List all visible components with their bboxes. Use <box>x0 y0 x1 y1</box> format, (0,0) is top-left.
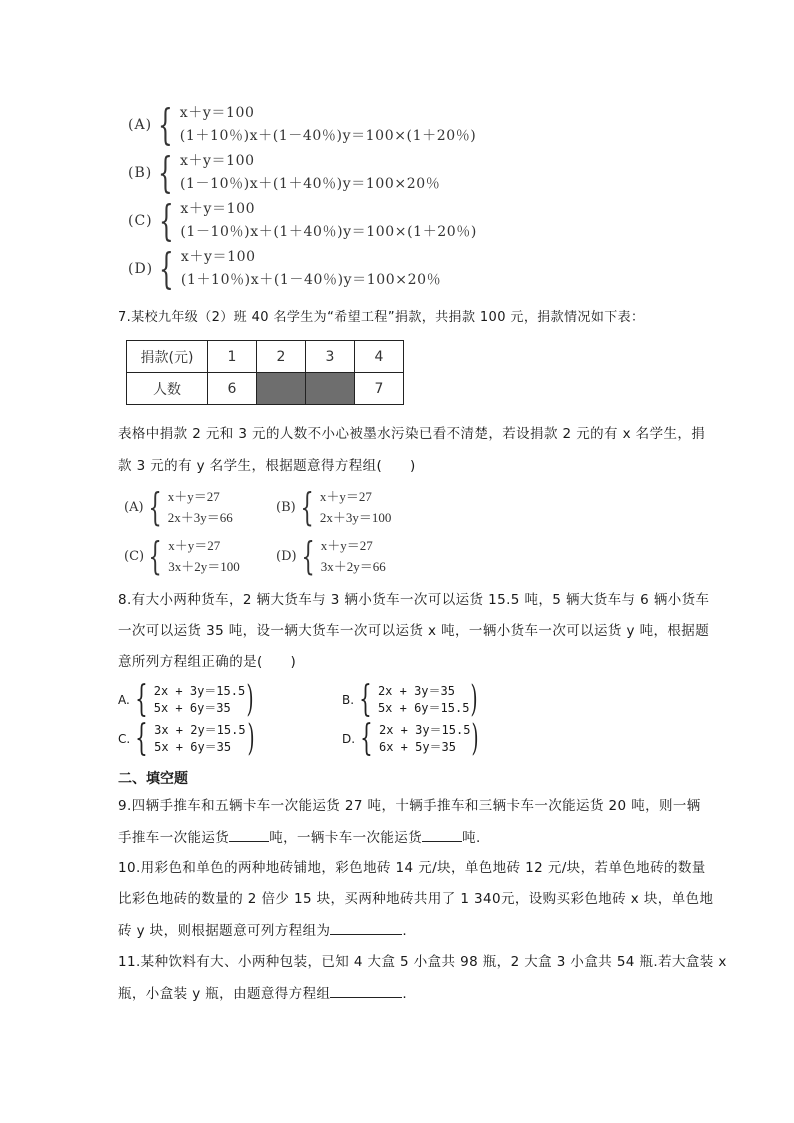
equation-system <box>154 683 245 717</box>
answer-blank[interactable] <box>422 827 462 842</box>
q10-text-a: 砖 y 块，则根据题意可列方程组为 <box>118 923 331 939</box>
q6-option-c[interactable] <box>128 198 477 244</box>
q6-option-a[interactable] <box>128 102 476 148</box>
left-brace-icon: { <box>158 100 173 149</box>
equation-1: x＋y＝27 <box>319 489 372 504</box>
equation-system <box>168 535 240 577</box>
table-cell: 人数 <box>127 373 208 405</box>
option-label: (D) <box>276 548 297 564</box>
left-brace-icon: { <box>360 718 373 759</box>
right-paren-icon: ) <box>246 679 254 720</box>
equation-2: (1－10％)x＋(1＋40％)y＝100×(1＋20％) <box>180 224 477 240</box>
q8-option-b[interactable] <box>342 679 481 720</box>
left-brace-icon: { <box>159 244 174 293</box>
table-cell: 1 <box>208 341 257 373</box>
q7-option-c[interactable] <box>124 535 240 577</box>
equation-system <box>168 486 233 528</box>
q11-text-a: 瓶，小盒装 y 瓶，由题意得方程组 <box>118 986 331 1002</box>
ink-stained-cell <box>306 373 355 405</box>
equation-1: 3x + 2y＝15.5 <box>154 723 246 737</box>
equation-1: 2x + 3y＝15.5 <box>378 723 471 737</box>
equation-2: 5x + 6y＝15.5 <box>377 701 470 715</box>
q8-option-a[interactable] <box>118 679 257 720</box>
table-row <box>127 341 404 373</box>
right-paren-icon: ) <box>247 718 255 759</box>
equation-1: x＋y＝27 <box>167 489 220 504</box>
equation-system <box>180 150 440 196</box>
table-row <box>127 373 404 405</box>
q10-line-3 <box>118 920 407 941</box>
left-brace-icon: { <box>300 485 314 529</box>
left-brace-icon: { <box>301 534 315 578</box>
q9-text-c: 吨. <box>462 830 481 846</box>
table-cell: 7 <box>355 373 404 405</box>
equation-1: 2x + 3y＝35 <box>377 684 455 698</box>
option-label: (C) <box>124 548 145 564</box>
q7-option-a[interactable] <box>124 486 233 528</box>
equation-1: x＋y＝27 <box>320 538 373 553</box>
q11-line-1: 11.某种饮料有大、小两种包装，已知 4 大盒 5 小盒共 98 瓶，2 大盒 3 小盒共 54 瓶.若大盒装 x <box>118 954 727 970</box>
option-label: (A) <box>128 117 153 133</box>
equation-1: x＋y＝100 <box>180 249 256 265</box>
equation-2: 5x + 6y＝35 <box>154 740 232 754</box>
q10-line-1: 10.用彩色和单色的两种地砖铺地，彩色地砖 14 元/块，单色地砖 12 元/块，若单色地砖的数量 <box>118 860 706 876</box>
q8-line-1: 8.有大小两种货车，2 辆大货车与 3 辆小货车一次可以运货 15.5 吨，5 辆大货车与 6 辆小货车 <box>118 592 710 608</box>
q7-stem: 7.某校九年级（2）班 40 名学生为“希望工程”捐款，共捐款 100 元，捐款情况如下表： <box>118 310 645 325</box>
equation-system <box>180 198 477 244</box>
equation-system <box>181 246 441 292</box>
table-cell: 4 <box>355 341 404 373</box>
right-paren-icon: ) <box>471 718 479 759</box>
left-brace-icon: { <box>158 196 174 245</box>
option-label: (B) <box>128 165 153 181</box>
equation-1: x＋y＝100 <box>179 153 255 169</box>
equation-2: (1＋10％)x＋(1－40％)y＝100×(1＋20％) <box>179 128 477 144</box>
equation-1: x＋y＝27 <box>168 538 221 553</box>
q9-text-a: 手推车一次能运货 <box>118 830 230 846</box>
q9-line-2 <box>118 827 481 848</box>
option-label: B. <box>342 693 355 707</box>
left-brace-icon: { <box>147 485 162 529</box>
table-cell: 6 <box>208 373 257 405</box>
q6-option-b[interactable] <box>128 150 440 196</box>
donation-table <box>126 340 404 405</box>
option-label: (C) <box>128 213 153 229</box>
equation-system <box>321 535 386 577</box>
table-cell: 捐款(元) <box>127 341 208 373</box>
table-cell: 3 <box>306 341 355 373</box>
q7-option-b[interactable] <box>276 486 391 528</box>
q7-line-2: 款 3 元的有 y 名学生，根据题意得方程组( ) <box>118 458 416 474</box>
answer-blank[interactable] <box>229 827 269 842</box>
equation-1: x＋y＝100 <box>180 201 256 217</box>
equation-2: (1－10％)x＋(1＋40％)y＝100×20％ <box>179 176 441 192</box>
option-label: C. <box>118 732 131 746</box>
left-brace-icon: { <box>148 534 162 578</box>
ink-stained-cell <box>257 373 306 405</box>
option-label: (B) <box>276 499 296 515</box>
option-label: (D) <box>128 261 154 277</box>
q8-option-d[interactable] <box>342 718 483 759</box>
q7-option-d[interactable] <box>276 535 386 577</box>
left-brace-icon: { <box>134 679 148 720</box>
left-brace-icon: { <box>135 718 148 759</box>
answer-blank[interactable] <box>330 920 402 935</box>
q9-text-b: 吨，一辆卡车一次能运货 <box>269 830 423 846</box>
equation-system <box>378 683 469 717</box>
q9-line-1: 9.四辆手推车和五辆卡车一次能运货 27 吨，十辆手推车和三辆卡车一次能运货 20 吨，则一辆 <box>118 798 701 814</box>
q8-line-3: 意所列方程组正确的是( ) <box>118 654 297 670</box>
option-label: D. <box>342 732 356 746</box>
left-brace-icon: { <box>359 679 372 720</box>
equation-2: 6x + 5y＝35 <box>378 740 456 754</box>
answer-blank[interactable] <box>330 983 402 998</box>
equation-1: 2x + 3y＝15.5 <box>153 684 246 698</box>
q11-line-2 <box>118 983 407 1004</box>
equation-system <box>320 486 392 528</box>
equation-2: (1＋10％)x＋(1－40％)y＝100×20％ <box>180 272 442 288</box>
q6-option-d[interactable] <box>128 246 441 292</box>
option-label: (A) <box>124 499 144 515</box>
q8-option-c[interactable] <box>118 718 258 759</box>
q11-text-b: . <box>402 986 408 1002</box>
table-cell: 2 <box>257 341 306 373</box>
q7-line-1: 表格中捐款 2 元和 3 元的人数不小心被墨水污染已看不清楚，若设捐款 2 元的有 x 名学生，捐 <box>118 426 706 442</box>
section-heading: 二、填空题 <box>118 771 188 787</box>
equation-system <box>180 102 477 148</box>
equation-2: 2x＋3y＝66 <box>167 510 233 525</box>
equation-system <box>379 722 470 756</box>
equation-1: x＋y＝100 <box>179 105 255 121</box>
equation-2: 3x＋2y＝66 <box>320 559 386 574</box>
q10-line-2: 比彩色地砖的数量的 2 倍少 15 块，买两种地砖共用了 1 340元，设购买彩色地砖 x 块，单色地 <box>118 891 714 907</box>
q10-text-b: . <box>402 923 408 939</box>
left-brace-icon: { <box>158 148 173 197</box>
equation-system <box>154 722 245 756</box>
option-label: A. <box>118 693 130 707</box>
equation-2: 3x＋2y＝100 <box>168 559 240 574</box>
equation-2: 5x + 6y＝35 <box>153 701 231 715</box>
q8-line-2: 一次可以运货 35 吨，设一辆大货车一次可以运货 x 吨，一辆小货车一次可以运货 y 吨，根据题 <box>118 623 710 639</box>
right-paren-icon: ) <box>470 679 478 720</box>
equation-2: 2x＋3y＝100 <box>319 510 392 525</box>
